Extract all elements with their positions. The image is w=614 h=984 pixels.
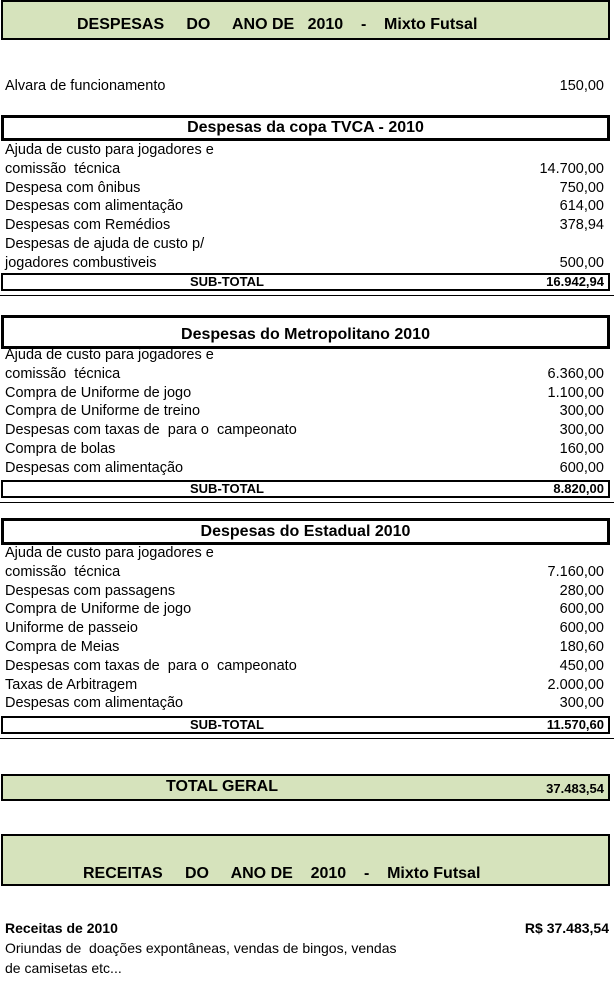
expense-value: 7.160,00 [547, 563, 604, 580]
expense-row [5, 676, 604, 695]
expense-label: Uniforme de passeio [5, 620, 138, 637]
expense-label: comissão técnica [5, 563, 121, 580]
expense-label: Ajuda de custo para jogadores e [5, 347, 214, 363]
expense-row [5, 160, 604, 179]
estadual-title: Despesas do Estadual 2010 [200, 523, 411, 540]
tvca-subtotal-value: 16.942,94 [546, 274, 604, 289]
expense-label: Despesa com ônibus [5, 179, 141, 196]
tvca-subtotal [1, 273, 610, 291]
expense-value: 300,00 [559, 695, 604, 712]
expense-row [5, 197, 604, 216]
expense-label: Despesas com alimentação [5, 459, 184, 476]
expense-row [5, 694, 604, 713]
expense-label: jogadores combustiveis [5, 254, 157, 271]
expense-value: 600,00 [559, 459, 604, 476]
expenses-title: DESPESAS DO ANO DE 2010 - Mixto Futsal [77, 16, 478, 33]
expense-value: 300,00 [559, 422, 604, 439]
expense-value: 600,00 [559, 601, 604, 618]
revenue-description-line1: Oriundas de doações expontâneas, vendas de bingos, vendas [5, 940, 397, 956]
separator [0, 738, 614, 739]
expense-row [5, 179, 604, 198]
expense-row [5, 254, 604, 273]
expense-label: Compra de Uniforme de jogo [5, 601, 192, 618]
expense-label: Taxas de Arbitragem [5, 676, 138, 693]
expense-value: 378,94 [559, 217, 604, 234]
expense-value: 6.360,00 [547, 365, 604, 382]
estadual-section-title [1, 518, 610, 545]
expense-row [5, 216, 604, 235]
expense-row [5, 582, 604, 601]
expense-label: Compra de Meias [5, 639, 120, 655]
separator [0, 295, 614, 296]
tvca-title: Despesas da copa TVCA - 2010 [187, 119, 424, 136]
expense-row [5, 384, 604, 403]
expense-label: Despesas com alimentação [5, 198, 184, 215]
expense-value: 450,00 [559, 657, 604, 674]
tvca-subtotal-label: SUB-TOTAL [190, 274, 264, 289]
expense-value: 160,00 [559, 441, 604, 457]
expense-row [5, 346, 604, 365]
expense-row [5, 459, 604, 478]
expense-label: Despesas com alimentação [5, 695, 184, 712]
expense-row [5, 638, 604, 657]
expense-label: comissão técnica [5, 160, 121, 177]
expense-row [5, 600, 604, 619]
alvara-row [5, 77, 604, 96]
metro-subtotal [1, 480, 610, 498]
total-value: 37.483,54 [546, 781, 604, 796]
expense-row [5, 235, 604, 254]
metro-section-title [1, 315, 610, 349]
expense-label: Compra de bolas [5, 441, 116, 457]
expense-value: 500,00 [559, 254, 604, 271]
metro-title: Despesas do Metropolitano 2010 [181, 326, 430, 343]
total-bar [1, 774, 610, 801]
revenue-description-line2: de camisetas etc... [5, 960, 122, 976]
expense-label: Despesas de ajuda de custo p/ [5, 236, 205, 252]
expense-value: 614,00 [559, 198, 604, 215]
alvara-label: Alvara de funcionamento [5, 78, 166, 94]
estadual-subtotal-label: SUB-TOTAL [190, 717, 264, 732]
expense-label: Despesas com taxas de para o campeonato [5, 422, 297, 439]
estadual-subtotal-value: 11.570,60 [546, 717, 604, 732]
expense-value: 2.000,00 [547, 676, 604, 693]
expense-value: 1.100,00 [547, 384, 604, 401]
revenue-amount: R$ 37.483,54 [524, 920, 609, 936]
expense-label: comissão técnica [5, 365, 121, 382]
expense-value: 14.700,00 [539, 160, 604, 177]
expense-value: 600,00 [559, 620, 604, 637]
revenue-title: RECEITAS DO ANO DE 2010 - Mixto Futsal [83, 865, 481, 882]
revenue-header [1, 834, 610, 886]
total-label: TOTAL GERAL [166, 778, 278, 795]
metro-subtotal-label: SUB-TOTAL [190, 481, 264, 496]
estadual-subtotal [1, 716, 610, 734]
expense-row [5, 402, 604, 421]
expense-row [5, 421, 604, 440]
expense-row [5, 365, 604, 384]
expense-row [5, 619, 604, 638]
expense-label: Ajuda de custo para jogadores e [5, 142, 214, 158]
alvara-value: 150,00 [559, 78, 604, 94]
expenses-header [1, 0, 610, 40]
expense-row [5, 563, 604, 582]
expense-value: 750,00 [559, 179, 604, 196]
expense-row [5, 440, 604, 459]
expense-label: Despesas com passagens [5, 582, 176, 599]
expense-label: Ajuda de custo para jogadores e [5, 545, 214, 561]
revenue-heading: Receitas de 2010 [5, 920, 118, 936]
expense-label: Despesas com taxas de para o campeonato [5, 657, 297, 674]
expense-value: 180,60 [559, 639, 604, 655]
separator [0, 502, 614, 503]
expense-row [5, 657, 604, 676]
expense-row [5, 544, 604, 563]
expense-label: Compra de Uniforme de treino [5, 403, 201, 420]
metro-subtotal-value: 8.820,00 [553, 481, 604, 496]
expense-row [5, 141, 604, 160]
expense-value: 280,00 [559, 582, 604, 599]
tvca-section-title [1, 115, 610, 141]
expense-label: Despesas com Remédios [5, 217, 171, 234]
expense-value: 300,00 [559, 403, 604, 420]
expense-label: Compra de Uniforme de jogo [5, 384, 192, 401]
